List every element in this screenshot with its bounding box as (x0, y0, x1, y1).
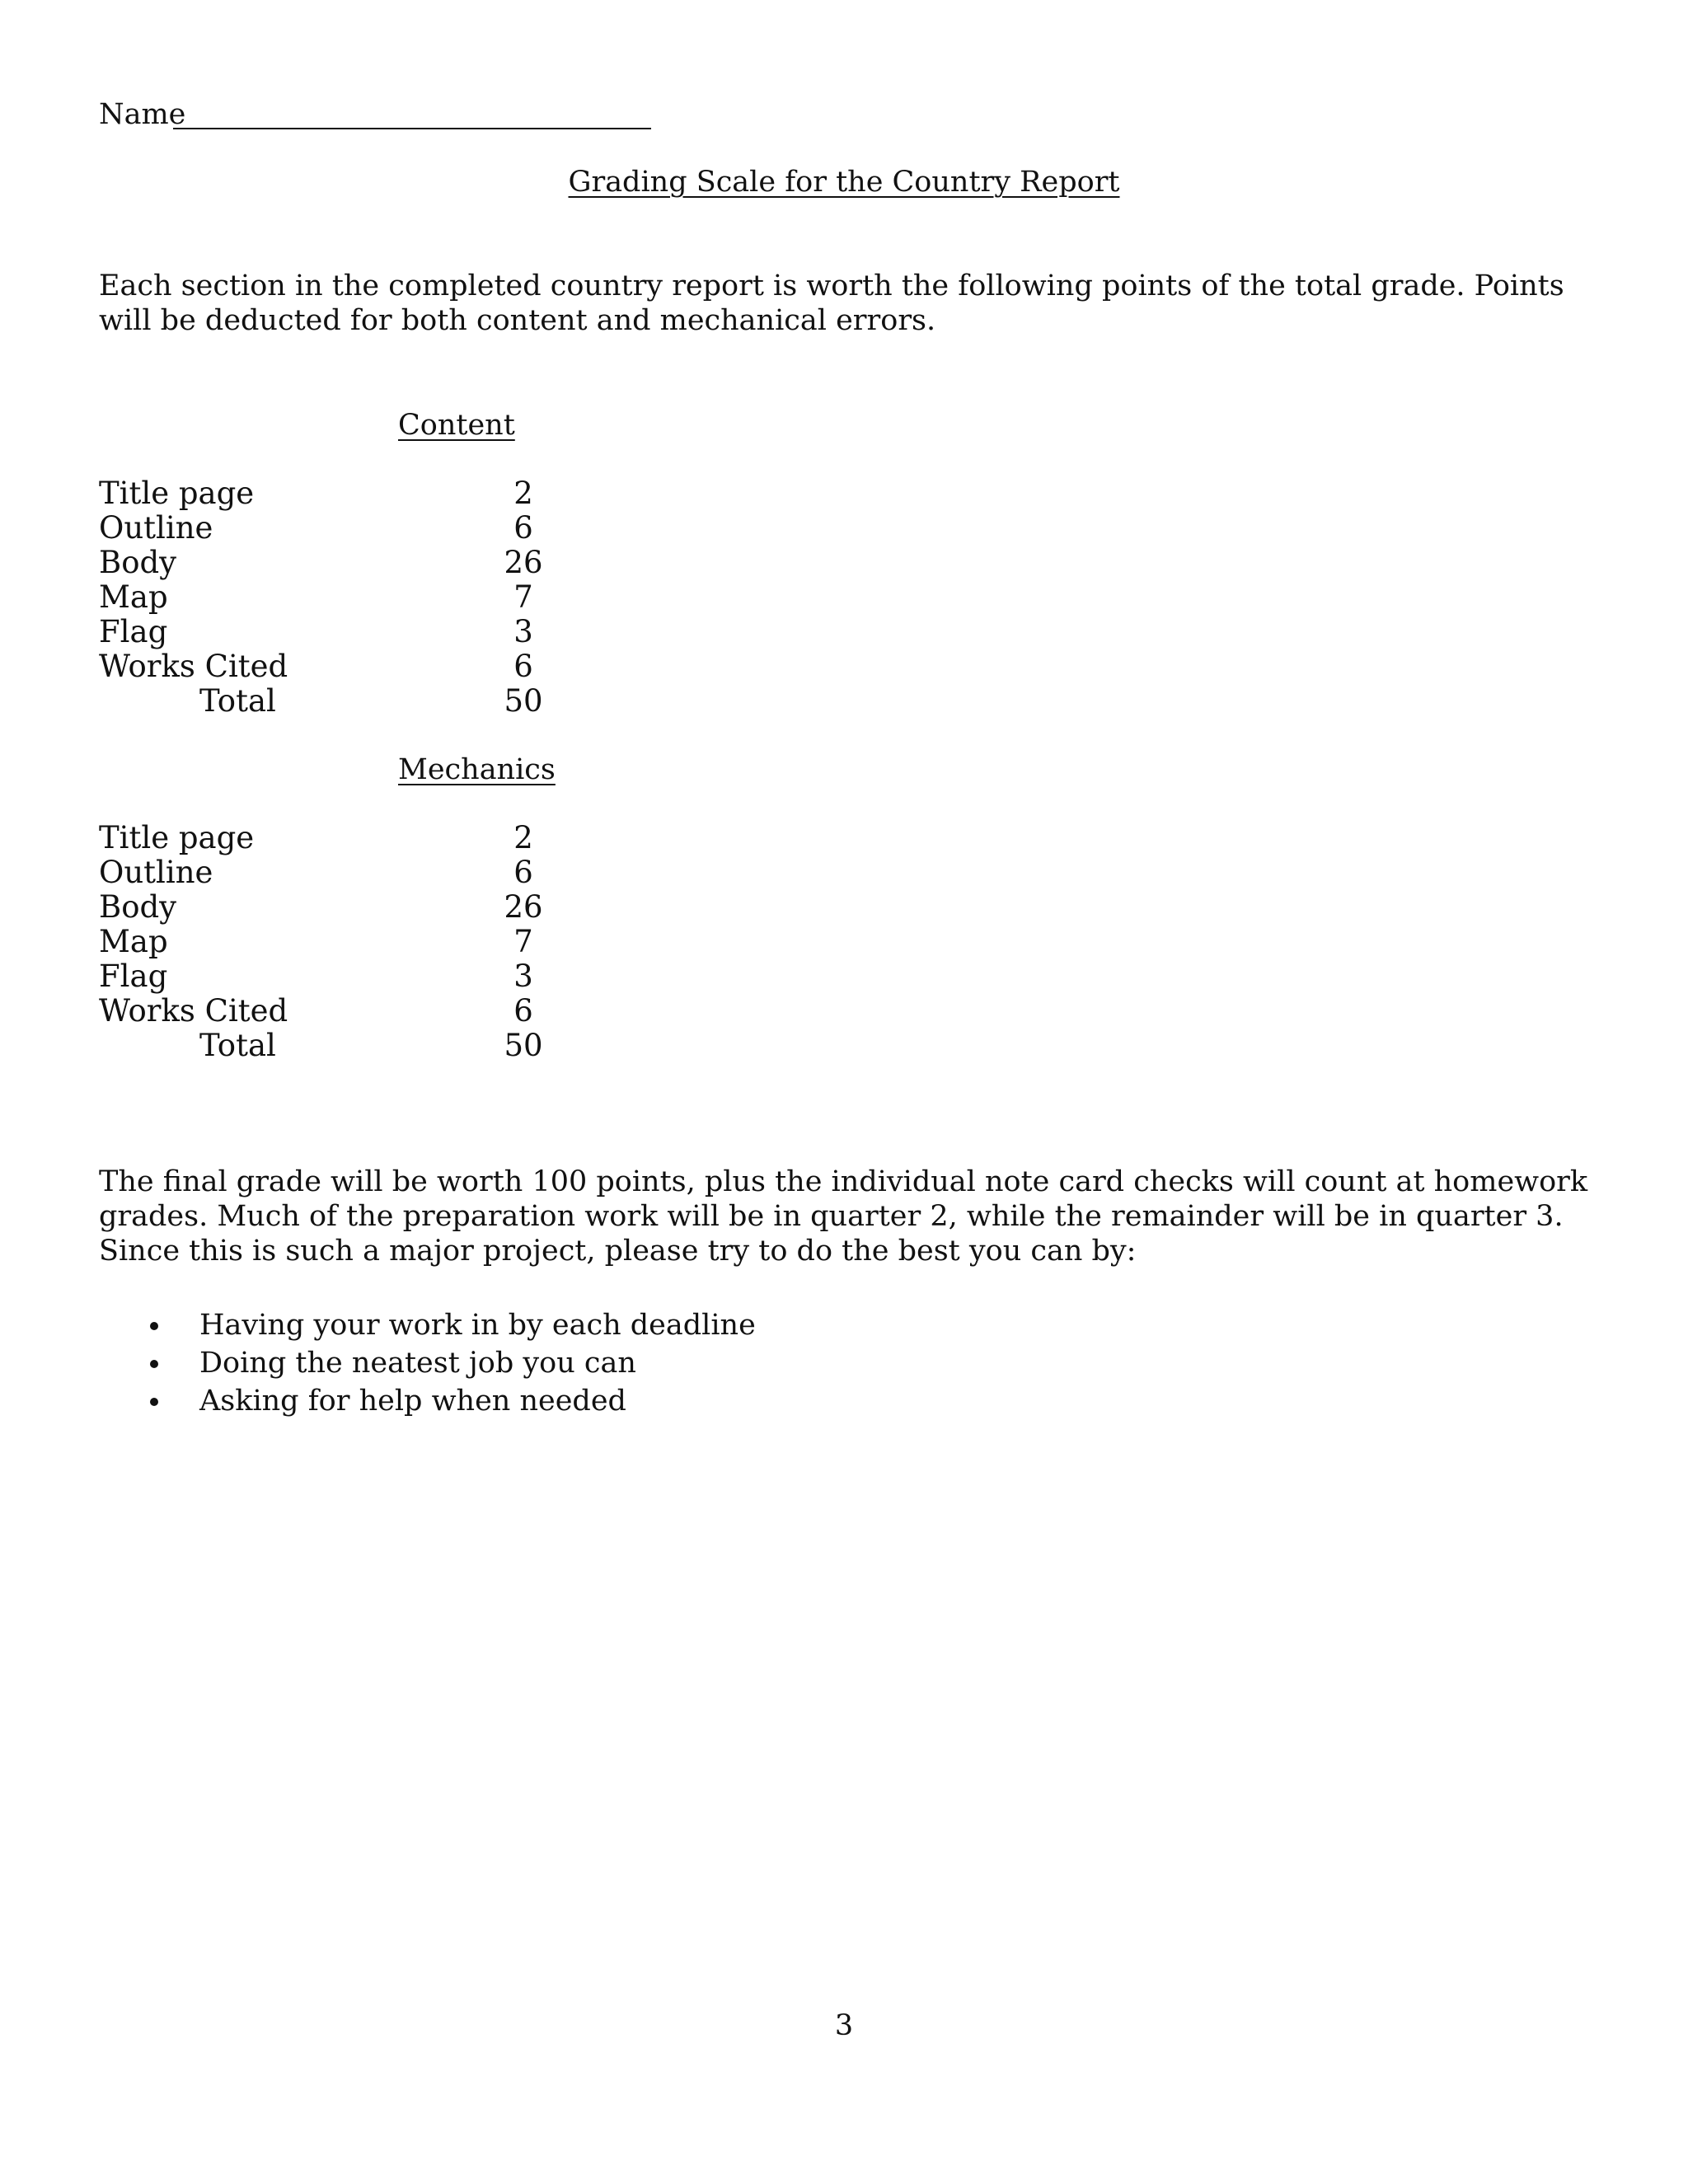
row-label: Map (99, 924, 168, 959)
total-label: Total (199, 683, 276, 719)
row-points: 3 (513, 958, 533, 994)
table-row (99, 855, 560, 890)
mechanics-points-table (99, 821, 560, 1063)
table-row (99, 890, 560, 925)
row-points: 6 (513, 993, 533, 1029)
row-label: Flag (99, 958, 168, 994)
closing-paragraph: The final grade will be worth 100 points, plus the individual note card checks will count at homework grades. Much of the preparation work will be in quarter 2, while the remainder will be in quarter 3. Since this is such a major project, please try to do the best you can by: (99, 1165, 1588, 1268)
tips-list (99, 1306, 756, 1420)
list-item (99, 1344, 756, 1382)
row-label: Works Cited (99, 649, 288, 684)
row-points: 26 (504, 545, 543, 580)
content-heading: Content (398, 409, 515, 442)
intro-paragraph: Each section in the completed country report is worth the following points of the total grade. Points will be deducted for both content and mechanical errors. (99, 269, 1564, 337)
table-row (99, 615, 560, 649)
table-row (99, 580, 560, 615)
list-item-text: Asking for help when needed (199, 1385, 626, 1418)
table-row (99, 925, 560, 959)
bullet-icon (150, 1322, 158, 1330)
table-row (99, 994, 560, 1029)
total-label: Total (199, 1028, 276, 1063)
total-row (99, 684, 560, 719)
list-item-text: Having your work in by each deadline (199, 1309, 756, 1342)
row-points: 6 (513, 855, 533, 890)
total-row (99, 1029, 560, 1063)
table-row (99, 821, 560, 855)
list-item (99, 1382, 756, 1420)
name-label: Name (99, 98, 186, 131)
total-points: 50 (504, 683, 543, 719)
table-row (99, 959, 560, 994)
bullet-icon (150, 1398, 158, 1406)
total-points: 50 (504, 1028, 543, 1063)
table-row (99, 476, 560, 511)
row-points: 2 (513, 476, 533, 511)
table-row (99, 649, 560, 684)
row-label: Title page (99, 476, 255, 511)
document-title: Grading Scale for the Country Report (568, 166, 1120, 199)
row-label: Outline (99, 855, 213, 890)
row-label: Works Cited (99, 993, 288, 1029)
row-points: 3 (513, 614, 533, 649)
mechanics-heading: Mechanics (398, 753, 556, 786)
content-points-table (99, 476, 560, 719)
name-blank-line (173, 128, 651, 129)
row-label: Map (99, 579, 168, 615)
row-points: 26 (504, 889, 543, 925)
row-points: 7 (513, 579, 533, 615)
row-label: Title page (99, 820, 255, 855)
page-number: 3 (834, 2009, 854, 2042)
row-points: 2 (513, 820, 533, 855)
row-label: Flag (99, 614, 168, 649)
row-label: Outline (99, 510, 213, 546)
row-points: 6 (513, 649, 533, 684)
row-points: 6 (513, 510, 533, 546)
row-label: Body (99, 889, 177, 925)
row-points: 7 (513, 924, 533, 959)
list-item (99, 1306, 756, 1344)
bullet-icon (150, 1360, 158, 1368)
list-item-text: Doing the neatest job you can (199, 1347, 636, 1380)
table-row (99, 546, 560, 580)
table-row (99, 511, 560, 546)
row-label: Body (99, 545, 177, 580)
